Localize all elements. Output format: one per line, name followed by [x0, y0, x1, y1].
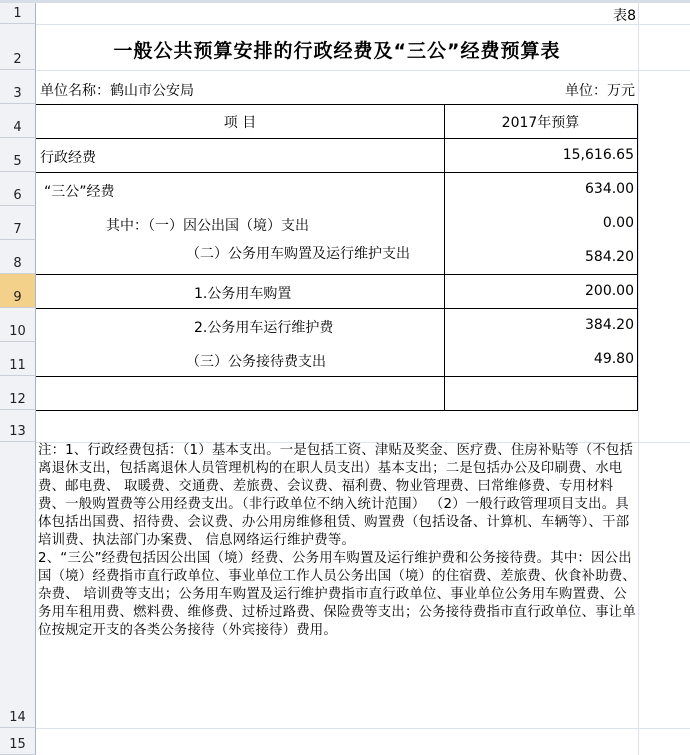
- gridline: [36, 728, 690, 729]
- table-border: [36, 172, 638, 173]
- table-border: [36, 138, 638, 139]
- row-value-admin-expense[interactable]: 15,616.65: [562, 147, 634, 163]
- row-header-6[interactable]: 6: [0, 172, 36, 206]
- table-border: [444, 104, 445, 410]
- row-header-14[interactable]: 14: [0, 442, 36, 728]
- row-header-13[interactable]: 13: [0, 410, 36, 442]
- row-header-7[interactable]: 7: [0, 206, 36, 240]
- row-header-5[interactable]: 5: [0, 138, 36, 172]
- row-header-15[interactable]: 15: [0, 728, 36, 755]
- row-label-abroad[interactable]: 其中：（一）因公出国（境）支出: [106, 218, 309, 234]
- gridline-vertical: [638, 0, 639, 755]
- table-number[interactable]: 表8: [613, 8, 636, 24]
- table-border: [36, 376, 638, 377]
- unit-label[interactable]: 单位：万元: [565, 83, 635, 99]
- row-header-12[interactable]: 12: [0, 376, 36, 410]
- row-label-admin-expense[interactable]: 行政经费: [40, 150, 96, 166]
- row-value-three-public[interactable]: 634.00: [585, 181, 634, 197]
- table-border: [36, 274, 638, 275]
- note-paragraph-1: 注：1、行政经费包括：（1）基本支出。一是包括工资、津贴及奖金、医疗费、住房补贴等（不包括离退休支出，包括离退休人员管理机构的在职人员支出）基本支出；二是包括办公及印刷费、水电费、邮电费、 取暖费、交通费、差旅费、会议费、福利费、物业管理费、曰常维修费、专用材料费、一般购置费等公用经费支出。（非行政单位不纳入统计范围） （2）一般行政管理项目支出。具体包括出国费、招待费、会议费、办公用房维修租赁、购置费（包括设备、计算机、车辆等）、干部培训费、执法部门办案费、 信息网络运行维护费等。: [38, 443, 634, 548]
- row-value-reception[interactable]: 49.80: [593, 351, 634, 367]
- row-header-1[interactable]: 1: [0, 3, 36, 24]
- row-header-11[interactable]: 11: [0, 342, 36, 376]
- note-paragraph-2: 2、“三公”经费包括因公出国（境）经费、公务用车购置及运行维护费和公务接待费。其中：因公出国（境）经费指市直行政单位、事业单位工作人员公务出国（境）的住宿费、差旅费、伙食补助费、杂费、 培训费等支出；公务用车购置及运行维护费指市直行政单位、事业单位公务用车购置费、公务用车租用费、燃料费、维修费、过桥过路费、保险费等支出；公务接待费指市直行政单位、事让单位按规定开支的各类公务接待（外宾接待）费用。: [38, 551, 636, 638]
- column-header-item[interactable]: 项 目: [223, 115, 257, 131]
- row-header-4[interactable]: 4: [0, 104, 36, 138]
- row-value-vehicle[interactable]: 584.20: [585, 249, 634, 265]
- row-label-three-public[interactable]: “三公”经费: [44, 184, 115, 200]
- row-header-8[interactable]: 8: [0, 240, 36, 274]
- row-label-reception[interactable]: （三）公务接待费支出: [186, 354, 326, 370]
- gridline: [36, 70, 690, 71]
- column-header-budget[interactable]: 2017年预算: [501, 115, 580, 131]
- page-title[interactable]: 一般公共预算安排的行政经费及“三公”经费预算表: [113, 40, 561, 62]
- row-value-vehicle-maintenance[interactable]: 384.20: [585, 317, 634, 333]
- row-header-9[interactable]: 9: [0, 274, 36, 308]
- row-header-10[interactable]: 10: [0, 308, 36, 342]
- row-label-vehicle[interactable]: （二）公务用车购置及运行维护支出: [186, 246, 410, 262]
- column-header-strip: [0, 0, 690, 3]
- row-value-abroad[interactable]: 0.00: [602, 215, 634, 231]
- unit-name[interactable]: 单位名称：鹤山市公安局: [40, 83, 194, 99]
- row-header-2[interactable]: 2: [0, 24, 36, 70]
- row-header-3[interactable]: 3: [0, 70, 36, 104]
- table-border: [36, 308, 638, 309]
- row-value-vehicle-purchase[interactable]: 200.00: [585, 283, 634, 299]
- table-border: [36, 104, 638, 105]
- row-label-vehicle-maintenance[interactable]: 2.公务用车运行维护费: [194, 320, 334, 336]
- row-label-vehicle-purchase[interactable]: 1.公务用车购置: [194, 286, 292, 302]
- table-border: [36, 410, 638, 411]
- notes-cell[interactable]: [38, 442, 638, 640]
- table-border: [637, 104, 638, 410]
